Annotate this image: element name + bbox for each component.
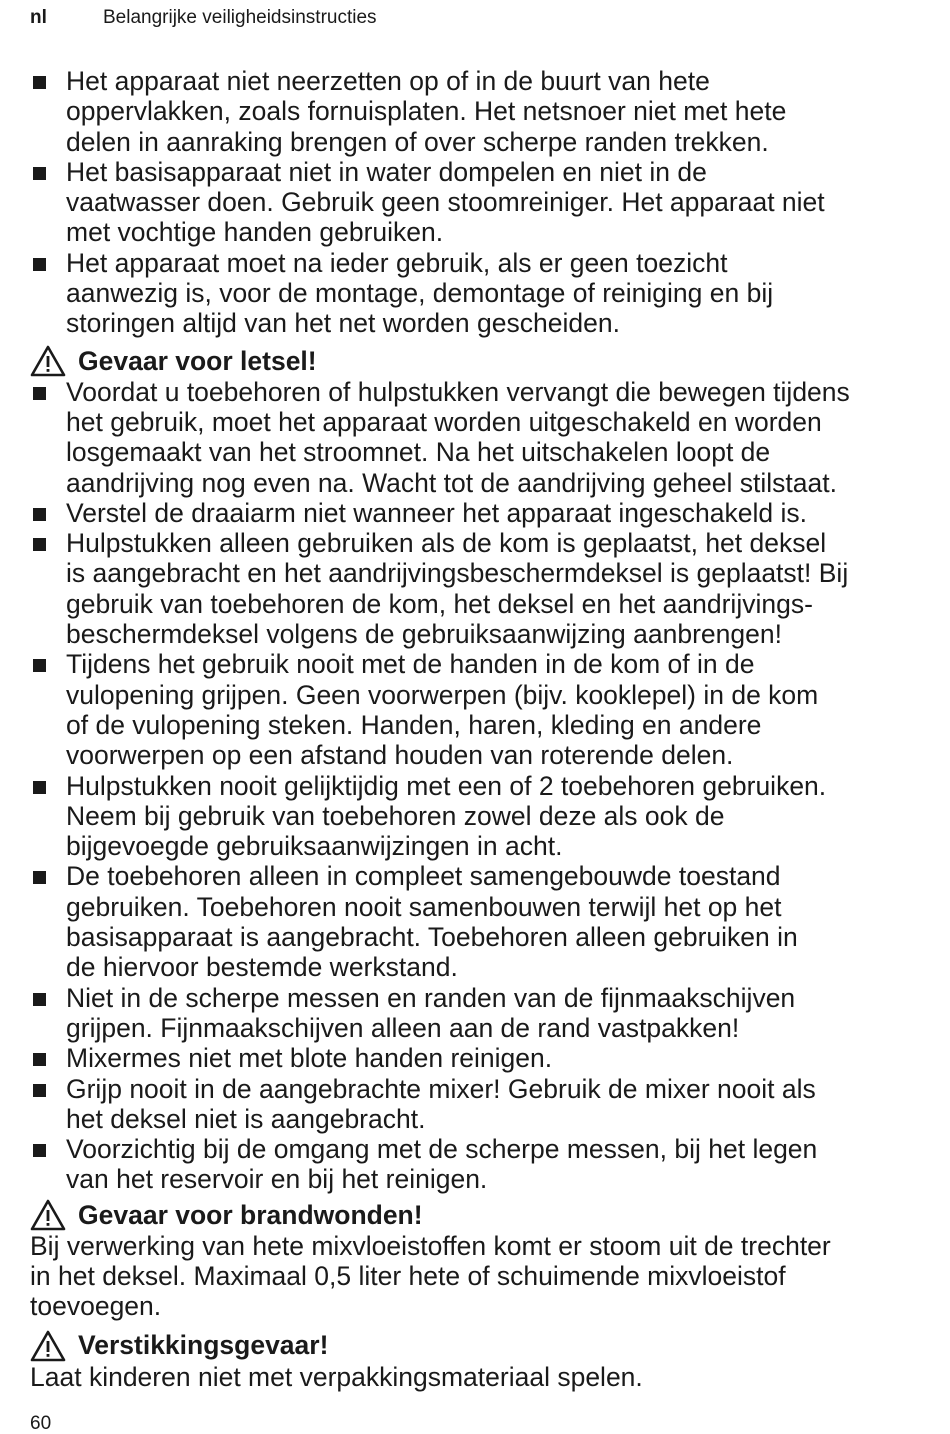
list-item-text: [66, 66, 948, 157]
list-item: [30, 66, 948, 157]
list-item: [30, 157, 948, 248]
text-line: Niet in de scherpe messen en randen van de fijnmaakschijven: [66, 982, 796, 1013]
list-item-text: [66, 248, 948, 339]
text-line: Het apparaat moet na ieder gebruik, als er geen toezicht: [66, 247, 728, 278]
text-line: Grijp nooit in de aangebrachte mixer! Gebruik de mixer nooit als: [66, 1073, 816, 1104]
square-bullet-icon: [30, 1043, 66, 1073]
list-item: [30, 248, 948, 339]
paragraph-burns: [30, 1231, 948, 1322]
list-item-text: [66, 1043, 948, 1073]
list-item: [30, 771, 948, 862]
warning-heading-suffocation: [30, 1330, 948, 1362]
warning-heading-text: Gevaar voor brandwonden!: [78, 1199, 423, 1230]
warning-heading-text: Verstikkingsgevaar!: [78, 1330, 329, 1361]
square-bullet-icon: [30, 377, 66, 407]
list-item-text: [66, 649, 948, 770]
square-bullet-icon: [30, 771, 66, 801]
text-line: van het reservoir en bij het reinigen.: [66, 1164, 488, 1195]
text-line: Neem bij gebruik van toebehoren zowel deze als ook de: [66, 800, 725, 831]
text-line: oppervlakken, zoals fornuisplaten. Het netsnoer niet met hete: [66, 96, 787, 127]
list-item-text: [66, 1074, 948, 1135]
page-number: 60: [30, 1413, 52, 1434]
square-bullet-icon: [30, 528, 66, 558]
text-line: beschermdeksel volgens de gebruiksaanwijzing aanbrengen!: [66, 619, 782, 650]
text-line: losgemaakt van het stroomnet. Na het uitschakelen loopt de: [66, 437, 771, 468]
list-item: [30, 528, 948, 649]
language-code: nl: [30, 7, 47, 28]
text-line: basisapparaat is aangebracht. Toebehoren alleen gebruiken in: [66, 922, 798, 953]
list-item: [30, 1043, 948, 1073]
list-item: [30, 1074, 948, 1135]
text-line: Voordat u toebehoren of hulpstukken vervangt die bewegen tijdens: [66, 376, 850, 407]
text-line: de hiervoor bestemde werkstand.: [66, 952, 458, 983]
text-line: gebruiken. Toebehoren nooit samenbouwen terwijl het op het: [66, 891, 782, 922]
list-item: [30, 1134, 948, 1195]
warning-triangle-icon: [30, 345, 66, 377]
warning-triangle-icon: [30, 1330, 66, 1362]
section-general: [30, 66, 948, 339]
text-line: is aangebracht en het aandrijvingsbeschermdeksel is geplaatst! Bij: [66, 558, 849, 589]
square-bullet-icon: [30, 1074, 66, 1104]
square-bullet-icon: [30, 649, 66, 679]
list-item: [30, 861, 948, 982]
square-bullet-icon: [30, 498, 66, 528]
text-line: Hulpstukken alleen gebruiken als de kom is geplaatst, het deksel: [66, 528, 827, 559]
document-body: [30, 66, 948, 1392]
text-line: voorwerpen op een afstand houden van roterende delen.: [66, 740, 734, 771]
text-line: toevoegen.: [30, 1291, 162, 1322]
list-item-text: [66, 1134, 948, 1195]
square-bullet-icon: [30, 248, 66, 278]
warning-heading-burns: [30, 1199, 948, 1231]
text-line: vulopening grijpen. Geen voorwerpen (bijv. kooklepel) in de kom: [66, 679, 819, 710]
list-item-text: [66, 771, 948, 862]
list-item-text: [66, 498, 948, 528]
list-item: [30, 377, 948, 498]
text-line: het gebruik, moet het apparaat worden uitgeschakeld en worden: [66, 406, 822, 437]
list-item-text: [66, 861, 948, 982]
list-item-text: [66, 983, 948, 1044]
text-line: bijgevoegde gebruiksaanwijzingen in acht.: [66, 831, 563, 862]
text-line: Het basisapparaat niet in water dompelen en niet in de: [66, 156, 707, 187]
text-line: Het apparaat niet neerzetten op of in de buurt van hete: [66, 66, 710, 96]
text-line: Voorzichtig bij de omgang met de scherpe messen, bij het legen: [66, 1134, 818, 1165]
text-line: grijpen. Fijnmaakschijven alleen aan de rand vastpakken!: [66, 1012, 740, 1043]
square-bullet-icon: [30, 157, 66, 187]
paragraph-suffocation: [30, 1362, 948, 1392]
list-item-text: [66, 157, 948, 248]
warning-heading-text: Gevaar voor letsel!: [78, 345, 317, 376]
page-header: [30, 6, 377, 30]
list-item: [30, 983, 948, 1044]
text-line: Bij verwerking van hete mixvloeistoffen komt er stoom uit de trechter: [30, 1230, 831, 1261]
text-line: Verstel de draaiarm niet wanneer het apparaat ingeschakeld is.: [66, 497, 807, 528]
section-injury: [30, 377, 948, 1195]
text-line: delen in aanraking brengen of over scherpe randen trekken.: [66, 126, 769, 157]
text-line: Tijdens het gebruik nooit met de handen in de kom of in de: [66, 649, 755, 680]
list-item-text: [66, 528, 948, 649]
text-line: aanwezig is, voor de montage, demontage of reiniging en bij: [66, 278, 774, 309]
header-title: Belangrijke veiligheidsinstructies: [103, 7, 377, 28]
text-line: Laat kinderen niet met verpakkingsmateriaal spelen.: [30, 1361, 643, 1392]
text-line: of de vulopening steken. Handen, haren, kleding en andere: [66, 709, 762, 740]
text-line: in het deksel. Maximaal 0,5 liter hete of schuimende mixvloeistof: [30, 1260, 786, 1291]
list-item-text: [66, 377, 948, 498]
text-line: De toebehoren alleen in compleet samengebouwde toestand: [66, 861, 781, 892]
square-bullet-icon: [30, 66, 66, 96]
warning-triangle-icon: [30, 1199, 66, 1231]
text-line: storingen altijd van het net worden gescheiden.: [66, 308, 620, 339]
text-line: vaatwasser doen. Gebruik geen stoomreiniger. Het apparaat niet: [66, 187, 825, 218]
text-line: Hulpstukken nooit gelijktijdig met een of 2 toebehoren gebruiken.: [66, 770, 827, 801]
warning-heading-injury: [30, 345, 948, 377]
text-line: met vochtige handen gebruiken.: [66, 217, 444, 248]
text-line: Mixermes niet met blote handen reinigen.: [66, 1043, 553, 1074]
square-bullet-icon: [30, 1134, 66, 1164]
list-item: [30, 498, 948, 528]
text-line: aandrijving nog even na. Wacht tot de aandrijving geheel stilstaat.: [66, 467, 837, 498]
square-bullet-icon: [30, 983, 66, 1013]
text-line: het deksel niet is aangebracht.: [66, 1103, 426, 1134]
square-bullet-icon: [30, 861, 66, 891]
list-item: [30, 649, 948, 770]
text-line: gebruik van toebehoren de kom, het deksel en het aandrijvings-: [66, 588, 813, 619]
